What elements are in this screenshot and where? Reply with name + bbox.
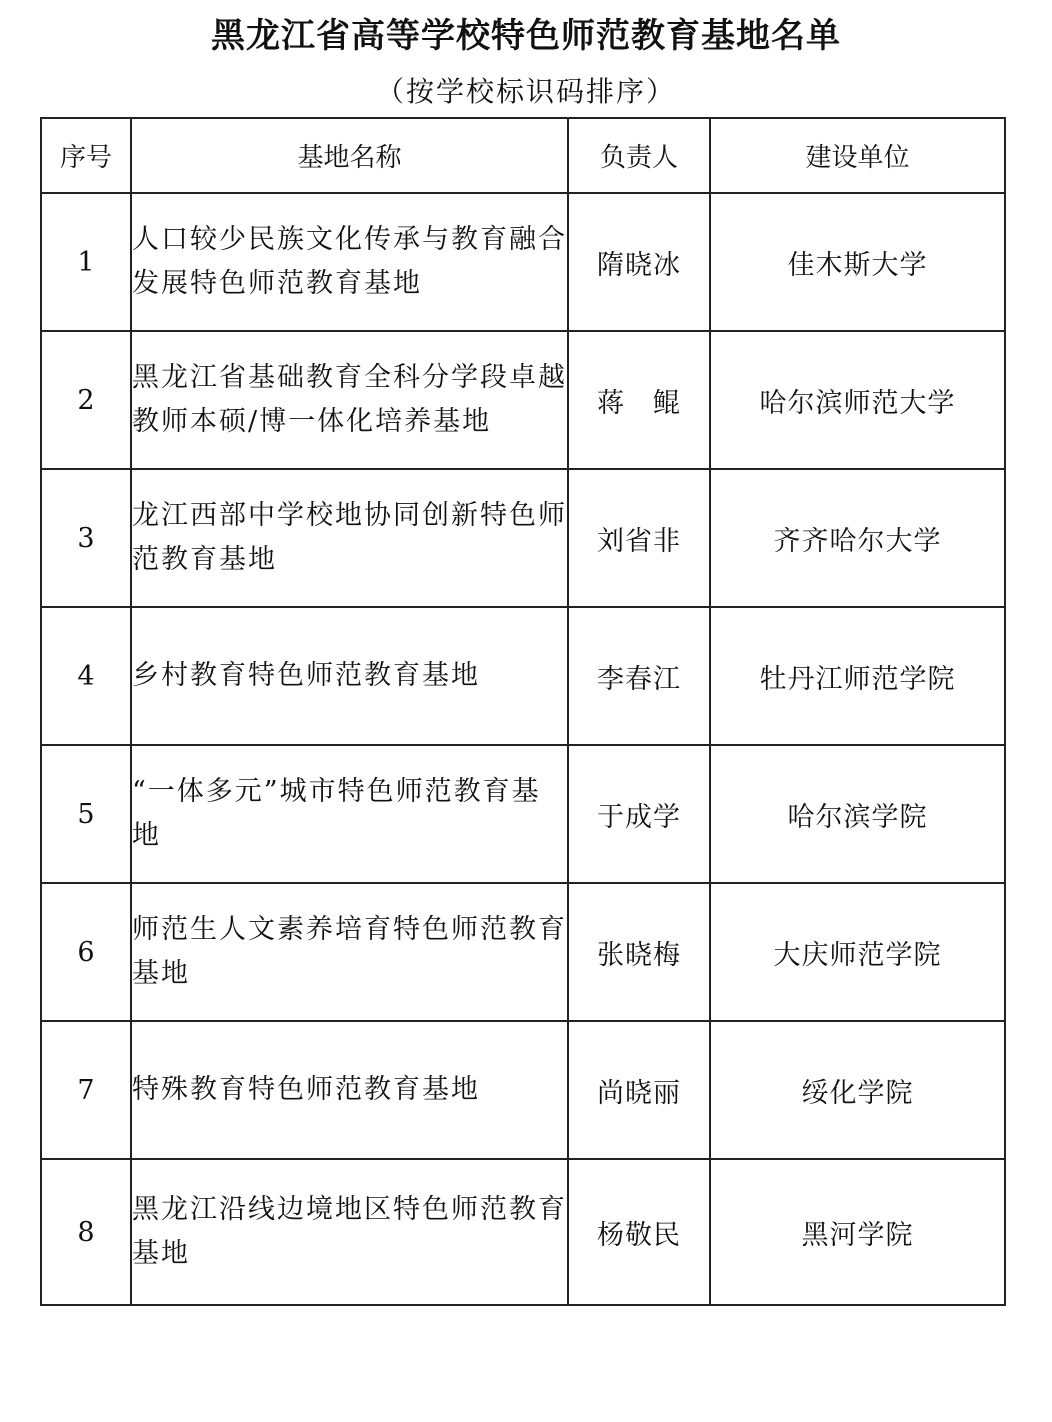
header-index: 序号: [41, 118, 131, 193]
table-row: [41, 745, 1005, 883]
row-unit: 绥化学院: [710, 1021, 1005, 1159]
row-leader: 李春江: [568, 607, 710, 745]
row-unit: 大庆师范学院: [710, 883, 1005, 1021]
row-leader: 张晓梅: [568, 883, 710, 1021]
row-index: 3: [41, 469, 131, 607]
row-base-name: 黑龙江沿线边境地区特色师范教育基地: [131, 1159, 568, 1305]
row-leader: 蒋 鲲: [568, 331, 710, 469]
row-leader: 尚晓丽: [568, 1021, 710, 1159]
row-unit: 哈尔滨学院: [710, 745, 1005, 883]
row-base-name: 龙江西部中学校地协同创新特色师范教育基地: [131, 469, 568, 607]
table-header-row: [41, 118, 1005, 193]
row-index: 7: [41, 1021, 131, 1159]
header-unit: 建设单位: [710, 118, 1005, 193]
row-leader: 于成学: [568, 745, 710, 883]
header-leader: 负责人: [568, 118, 710, 193]
row-base-name: 黑龙江省基础教育全科分学段卓越教师本硕/博一体化培养基地: [131, 331, 568, 469]
row-unit: 佳木斯大学: [710, 193, 1005, 331]
row-unit: 齐齐哈尔大学: [710, 469, 1005, 607]
table-row: [41, 607, 1005, 745]
row-index: 2: [41, 331, 131, 469]
row-unit: 黑河学院: [710, 1159, 1005, 1305]
row-base-name: 人口较少民族文化传承与教育融合发展特色师范教育基地: [131, 193, 568, 331]
table-row: [41, 193, 1005, 331]
row-base-name: 师范生人文素养培育特色师范教育基地: [131, 883, 568, 1021]
row-base-name: 乡村教育特色师范教育基地: [131, 607, 568, 745]
row-index: 6: [41, 883, 131, 1021]
row-leader: 刘省非: [568, 469, 710, 607]
row-index: 5: [41, 745, 131, 883]
header-base-name: 基地名称: [131, 118, 568, 193]
table-row: [41, 469, 1005, 607]
document-title: 黑龙江省高等学校特色师范教育基地名单: [211, 16, 841, 56]
row-unit: 牡丹江师范学院: [710, 607, 1005, 745]
row-index: 4: [41, 607, 131, 745]
row-base-name: 特殊教育特色师范教育基地: [131, 1021, 568, 1159]
row-unit: 哈尔滨师范大学: [710, 331, 1005, 469]
row-index: 8: [41, 1159, 131, 1305]
table-row: [41, 331, 1005, 469]
row-index: 1: [41, 193, 131, 331]
table-row: [41, 883, 1005, 1021]
row-leader: 杨敬民: [568, 1159, 710, 1305]
row-leader: 隋晓冰: [568, 193, 710, 331]
table-row: [41, 1021, 1005, 1159]
base-list-table: [40, 117, 1006, 1306]
document-subtitle: （按学校标识码排序）: [375, 75, 676, 108]
row-base-name: “一体多元”城市特色师范教育基地: [131, 745, 568, 883]
table-row: [41, 1159, 1005, 1305]
